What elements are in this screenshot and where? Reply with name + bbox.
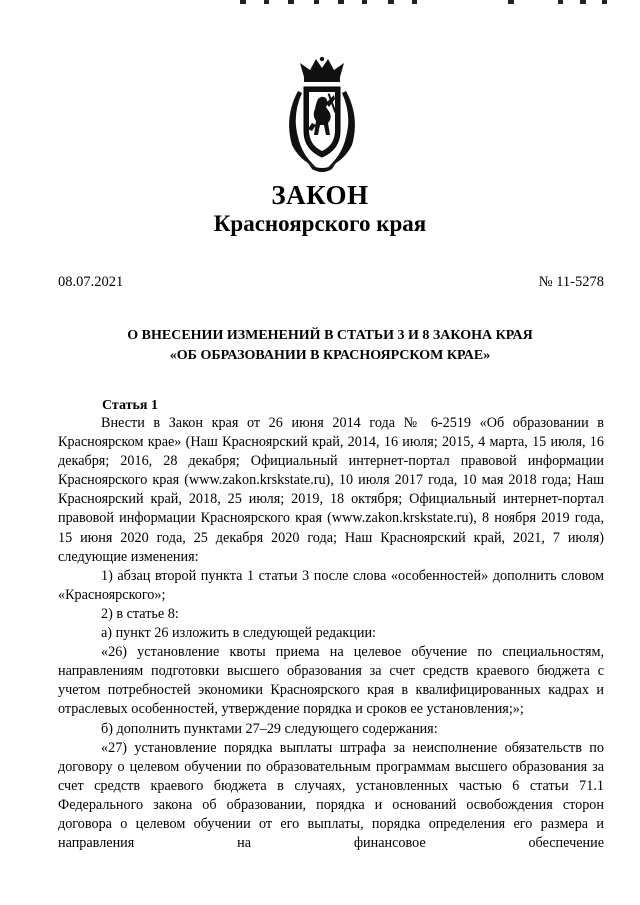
article-paragraph: 1) абзац второй пункта 1 статьи 3 после слова «особенностей» дополнить словом «Красноярского»; (58, 567, 604, 603)
scan-artifact (240, 0, 610, 6)
coat-of-arms-icon (282, 57, 362, 173)
document-title: ЗАКОН (271, 180, 369, 210)
document-meta (58, 274, 604, 291)
document-date: 08.07.2021 (58, 274, 124, 290)
article-title: Статья 1 (102, 398, 158, 413)
law-heading (70, 326, 590, 366)
article-paragraph: «26) установление квоты приема на целевое обучение по специальностям, направлениям подготовки высшего образования за счет средств краевого бюджета с учетом потребностей экономики Красноярского края в квалифицированных кадрах и отраслевых особенностей, утверждение порядка и сроков ее установления;»; (58, 644, 604, 718)
document-number: № 11-5278 (538, 274, 604, 290)
article-paragraph: «27) установление порядка выплаты штрафа за неисполнение обязательств по договору о целевом обучении по образовательным программам высшего образования за счет средств краевого бюджета в случаях, установленных частью 6 статьи 71.1 Федерального закона об образовании, порядка и оснований освобождения сторон договора о целевом обучении от его выплаты, порядка определения его размера и направления на финансовое обеспечение (58, 739, 604, 852)
article-paragraph: 2) в статье 8: (101, 605, 179, 622)
article-paragraph: Внести в Закон края от 26 июня 2014 года № 6-2519 «Об образовании в Красноярском крае» (Наш Красноярский край, 2014, 16 июля; 2015, 4 марта, 15 июля, 16 декабря; 2016, 28 декабря; Официальный интернет-портал правовой информации Красноярского края (www.zakon.krskstate.ru), 10 июля 2017 года, 10 мая 2018 года; Наш Красноярский край, 2018, 25 июля; 2019, 18 октября; Официальный интернет-портал правовой информации Красноярского края (www.zakon.krskstate.ru), 8 ноября 2019 года, 15 июня 2020 года, 25 декабря 2020 года; Наш Красноярский край, 2021, 7 июля) следующие изменения: (58, 415, 604, 565)
document-subtitle: Красноярского края (213, 211, 427, 236)
law-heading-line: О ВНЕСЕНИИ ИЗМЕНЕНИЙ В СТАТЬИ 3 И 8 ЗАКОНА КРАЯ (127, 328, 533, 343)
article-body (58, 414, 604, 853)
law-heading-line: «ОБ ОБРАЗОВАНИИ В КРАСНОЯРСКОМ КРАЕ» (169, 348, 491, 363)
article-paragraph: б) дополнить пунктами 27–29 следующего содержания: (101, 720, 438, 737)
article-paragraph: а) пункт 26 изложить в следующей редакции: (101, 625, 376, 642)
